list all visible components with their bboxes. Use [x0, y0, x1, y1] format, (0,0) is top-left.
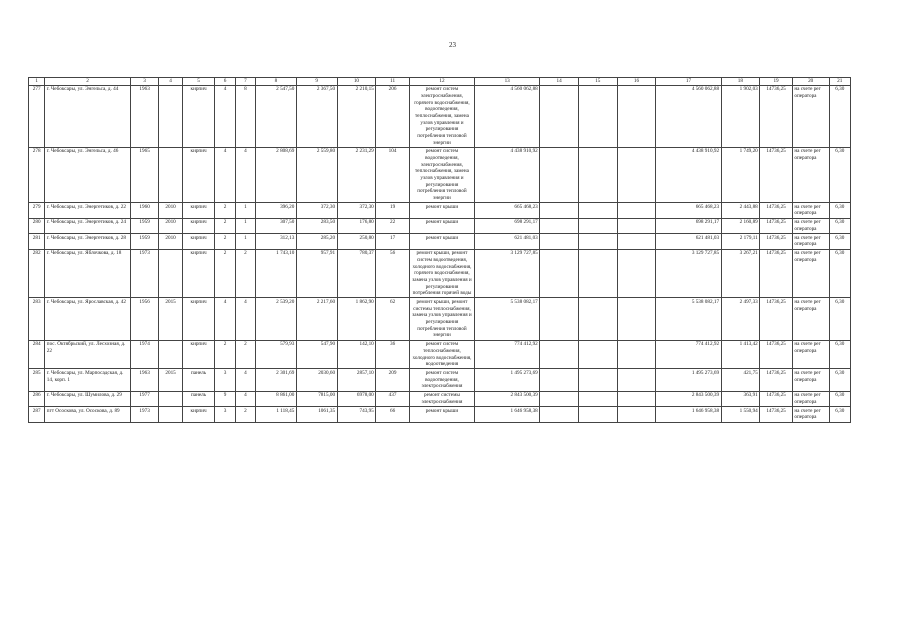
- living-area-cell: 1061,35: [296, 407, 337, 423]
- total-area-cell: 312,13: [256, 234, 297, 250]
- residents-cell: 206: [376, 85, 410, 147]
- owner-funds-cell: 1 646 958,38: [656, 407, 721, 423]
- cost-per-sqm-cell: 2 497,33: [721, 298, 760, 340]
- budget-local-cell: [617, 85, 656, 147]
- living-area-cell: 372,30: [296, 203, 337, 219]
- budget-local-cell: [617, 218, 656, 234]
- address-cell: г. Чебоксары, ул. Шумилова, д. 29: [45, 391, 131, 407]
- table-row: [29, 249, 851, 298]
- entrances-cell: 4: [235, 369, 255, 391]
- total-area-cell: 2 539,20: [256, 298, 297, 340]
- contribution-rate-cell: 6,30: [829, 369, 851, 391]
- contribution-rate-cell: 6,30: [829, 249, 851, 298]
- total-cost-cell: 665 468,23: [475, 203, 540, 219]
- living-area-cell: 2 559,80: [296, 147, 337, 202]
- table-row: [29, 298, 851, 340]
- residents-cell: 104: [376, 147, 410, 202]
- max-cost-per-sqm-cell: 14736,25: [760, 249, 793, 298]
- column-number: 12: [409, 78, 474, 86]
- fund-subsidy-cell: [540, 203, 579, 219]
- column-number: 6: [215, 78, 235, 86]
- address-cell: пгт Ососкова, ул. Ососкова, д. 89: [45, 407, 131, 423]
- column-number: 1: [29, 78, 45, 86]
- total-cost-cell: 3 129 727,85: [475, 249, 540, 298]
- budget-republic-cell: [578, 298, 617, 340]
- budget-local-cell: [617, 340, 656, 369]
- work-types-cell: ремонт систем теплоснабжения, холодного водоснабжения, водоотведения: [409, 340, 474, 369]
- row-number-cell: 278: [29, 147, 45, 202]
- floors-cell: 3: [215, 369, 235, 391]
- work-types-cell: ремонт систем водоотведения, электроснабжения, теплоснабжения, замена узлов управления и регулирования потребления тепловой энергии: [409, 147, 474, 202]
- year-renovated-cell: 2010: [159, 218, 182, 234]
- table-row: [29, 85, 851, 147]
- total-area-cell: 396,20: [256, 203, 297, 219]
- column-number: 21: [829, 78, 851, 86]
- private-area-cell: 2 231,29: [337, 147, 376, 202]
- year-built-cell: 1963: [130, 85, 159, 147]
- year-built-cell: 1977: [130, 391, 159, 407]
- residents-cell: 66: [376, 407, 410, 423]
- max-cost-per-sqm-cell: 14736,25: [760, 234, 793, 250]
- floors-cell: 9: [215, 391, 235, 407]
- year-built-cell: 1960: [130, 203, 159, 219]
- max-cost-per-sqm-cell: 14736,25: [760, 298, 793, 340]
- row-number-cell: 285: [29, 369, 45, 391]
- owner-funds-cell: 2 843 500,39: [656, 391, 721, 407]
- budget-republic-cell: [578, 203, 617, 219]
- column-number: 8: [256, 78, 297, 86]
- budget-republic-cell: [578, 407, 617, 423]
- fund-subsidy-cell: [540, 249, 579, 298]
- floors-cell: 3: [215, 407, 235, 423]
- owner-funds-cell: 665 468,23: [656, 203, 721, 219]
- address-cell: г. Чебоксары, ул. Ярославская, д. 42: [45, 298, 131, 340]
- fund-account-cell: на счете рег оператора: [792, 249, 829, 298]
- address-cell: г. Чебоксары, ул. Марпосадская, д. 14, корп. 1: [45, 369, 131, 391]
- fund-subsidy-cell: [540, 85, 579, 147]
- cost-per-sqm-cell: 2 160,89: [721, 218, 760, 234]
- table-row: [29, 218, 851, 234]
- row-number-cell: 279: [29, 203, 45, 219]
- work-types-cell: ремонт крыши: [409, 234, 474, 250]
- column-number: 2: [45, 78, 131, 86]
- private-area-cell: 250,80: [337, 234, 376, 250]
- budget-local-cell: [617, 203, 656, 219]
- total-cost-cell: 2 843 500,39: [475, 391, 540, 407]
- entrances-cell: 2: [235, 249, 255, 298]
- cost-per-sqm-cell: 2 179,11: [721, 234, 760, 250]
- budget-republic-cell: [578, 391, 617, 407]
- living-area-cell: 285,20: [296, 234, 337, 250]
- floors-cell: 2: [215, 249, 235, 298]
- cost-per-sqm-cell: 1 413,42: [721, 340, 760, 369]
- max-cost-per-sqm-cell: 14736,25: [760, 85, 793, 147]
- table-row: [29, 234, 851, 250]
- owner-funds-cell: 1 495 273,69: [656, 369, 721, 391]
- wall-material-cell: кирпич: [182, 85, 215, 147]
- row-number-cell: 286: [29, 391, 45, 407]
- year-renovated-cell: [159, 147, 182, 202]
- column-number: 3: [130, 78, 159, 86]
- private-area-cell: 176,80: [337, 218, 376, 234]
- owner-funds-cell: 698 291,17: [656, 218, 721, 234]
- owner-funds-cell: 4 560 062,88: [656, 85, 721, 147]
- year-built-cell: 1965: [130, 147, 159, 202]
- contribution-rate-cell: 6,30: [829, 391, 851, 407]
- row-number-cell: 283: [29, 298, 45, 340]
- budget-local-cell: [617, 391, 656, 407]
- cost-per-sqm-cell: 2 443,88: [721, 203, 760, 219]
- year-built-cell: 1959: [130, 234, 159, 250]
- work-types-cell: ремонт систем электроснабжения, горячего водоснабжения, водоотведения, теплоснабжения, замена узлов управления и регулирования потребления тепловой энергии: [409, 85, 474, 147]
- total-cost-cell: 774 412,92: [475, 340, 540, 369]
- total-area-cell: 307,50: [256, 218, 297, 234]
- budget-republic-cell: [578, 249, 617, 298]
- wall-material-cell: панель: [182, 391, 215, 407]
- budget-republic-cell: [578, 218, 617, 234]
- fund-account-cell: на счете рег оператора: [792, 340, 829, 369]
- budget-republic-cell: [578, 147, 617, 202]
- living-area-cell: 7815,00: [296, 391, 337, 407]
- contribution-rate-cell: 6,30: [829, 85, 851, 147]
- residents-cell: 36: [376, 340, 410, 369]
- fund-account-cell: на счете рег оператора: [792, 234, 829, 250]
- fund-account-cell: на счете рег оператора: [792, 203, 829, 219]
- work-types-cell: ремонт системы электроснабжения: [409, 391, 474, 407]
- total-cost-cell: 4 438 910,92: [475, 147, 540, 202]
- address-cell: г. Чебоксары, ул. Энергетиков, д. 28: [45, 234, 131, 250]
- floors-cell: 2: [215, 218, 235, 234]
- total-area-cell: 1 118,45: [256, 407, 297, 423]
- owner-funds-cell: 621 481,03: [656, 234, 721, 250]
- residents-cell: 22: [376, 218, 410, 234]
- residents-cell: 437: [376, 391, 410, 407]
- contribution-rate-cell: 6,30: [829, 298, 851, 340]
- owner-funds-cell: 4 438 910,92: [656, 147, 721, 202]
- year-renovated-cell: 2015: [159, 369, 182, 391]
- total-cost-cell: 1 646 958,38: [475, 407, 540, 423]
- row-number-cell: 287: [29, 407, 45, 423]
- year-renovated-cell: 2010: [159, 203, 182, 219]
- entrances-cell: 4: [235, 298, 255, 340]
- work-types-cell: ремонт крыши: [409, 407, 474, 423]
- wall-material-cell: кирпич: [182, 407, 215, 423]
- column-number: 15: [578, 78, 617, 86]
- contribution-rate-cell: 6,30: [829, 234, 851, 250]
- living-area-cell: 2 217,60: [296, 298, 337, 340]
- residents-cell: 62: [376, 298, 410, 340]
- page-number: 23: [449, 41, 456, 49]
- residents-cell: 19: [376, 203, 410, 219]
- fund-account-cell: на счете рег оператора: [792, 391, 829, 407]
- floors-cell: 4: [215, 298, 235, 340]
- wall-material-cell: кирпич: [182, 234, 215, 250]
- fund-subsidy-cell: [540, 147, 579, 202]
- column-number: 17: [656, 78, 721, 86]
- wall-material-cell: панель: [182, 369, 215, 391]
- row-number-cell: 277: [29, 85, 45, 147]
- total-area-cell: 2 547,50: [256, 85, 297, 147]
- fund-account-cell: на счете рег оператора: [792, 85, 829, 147]
- floors-cell: 2: [215, 203, 235, 219]
- max-cost-per-sqm-cell: 14736,25: [760, 391, 793, 407]
- budget-local-cell: [617, 147, 656, 202]
- cost-per-sqm-cell: 3 267,21: [721, 249, 760, 298]
- contribution-rate-cell: 6,30: [829, 218, 851, 234]
- total-cost-cell: 698 291,17: [475, 218, 540, 234]
- row-number-cell: 280: [29, 218, 45, 234]
- wall-material-cell: кирпич: [182, 218, 215, 234]
- wall-material-cell: кирпич: [182, 298, 215, 340]
- column-number: 5: [182, 78, 215, 86]
- year-built-cell: 1974: [130, 340, 159, 369]
- column-number: 11: [376, 78, 410, 86]
- wall-material-cell: кирпич: [182, 249, 215, 298]
- row-number-cell: 284: [29, 340, 45, 369]
- wall-material-cell: кирпич: [182, 203, 215, 219]
- year-renovated-cell: [159, 249, 182, 298]
- max-cost-per-sqm-cell: 14736,25: [760, 203, 793, 219]
- cost-per-sqm-cell: 1 902,03: [721, 85, 760, 147]
- budget-local-cell: [617, 407, 656, 423]
- floors-cell: 2: [215, 340, 235, 369]
- year-built-cell: 1956: [130, 298, 159, 340]
- private-area-cell: 1 862,90: [337, 298, 376, 340]
- residents-cell: 56: [376, 249, 410, 298]
- total-area-cell: 2 808,69: [256, 147, 297, 202]
- total-cost-cell: 4 560 062,88: [475, 85, 540, 147]
- max-cost-per-sqm-cell: 14736,25: [760, 218, 793, 234]
- column-number: 13: [475, 78, 540, 86]
- address-cell: г. Чебоксары, ул. Энгельса, д. 44: [45, 85, 131, 147]
- fund-subsidy-cell: [540, 340, 579, 369]
- work-types-cell: ремонт крыши: [409, 218, 474, 234]
- floors-cell: 4: [215, 147, 235, 202]
- table-row: [29, 369, 851, 391]
- cost-per-sqm-cell: 421,75: [721, 369, 760, 391]
- year-built-cell: 1963: [130, 369, 159, 391]
- budget-local-cell: [617, 369, 656, 391]
- living-area-cell: 547,90: [296, 340, 337, 369]
- year-built-cell: 1959: [130, 218, 159, 234]
- contribution-rate-cell: 6,30: [829, 340, 851, 369]
- year-renovated-cell: [159, 85, 182, 147]
- fund-account-cell: на счете рег оператора: [792, 407, 829, 423]
- column-number: 9: [296, 78, 337, 86]
- entrances-cell: 8: [235, 85, 255, 147]
- table-body: [29, 85, 851, 422]
- table-row: [29, 407, 851, 423]
- column-number: 16: [617, 78, 656, 86]
- floors-cell: 4: [215, 85, 235, 147]
- budget-republic-cell: [578, 369, 617, 391]
- fund-subsidy-cell: [540, 298, 579, 340]
- max-cost-per-sqm-cell: 14736,25: [760, 147, 793, 202]
- budget-republic-cell: [578, 85, 617, 147]
- floors-cell: 2: [215, 234, 235, 250]
- living-area-cell: 2030,60: [296, 369, 337, 391]
- work-types-cell: ремонт крыши: [409, 203, 474, 219]
- work-types-cell: ремонт крыши, ремонт систем водоотведения, холодного водоснабжения, горячего водоснабжения, замена узлов управления и регулирования потребления горячей воды: [409, 249, 474, 298]
- column-number: 20: [792, 78, 829, 86]
- max-cost-per-sqm-cell: 14736,25: [760, 407, 793, 423]
- address-cell: г. Чебоксары, ул. Энергетиков, д. 22: [45, 203, 131, 219]
- table-row: [29, 203, 851, 219]
- fund-account-cell: на счете рег оператора: [792, 147, 829, 202]
- wall-material-cell: кирпич: [182, 340, 215, 369]
- table-row: [29, 340, 851, 369]
- column-number: 19: [760, 78, 793, 86]
- max-cost-per-sqm-cell: 14736,25: [760, 340, 793, 369]
- living-area-cell: 2 367,50: [296, 85, 337, 147]
- private-area-cell: 2 210,15: [337, 85, 376, 147]
- contribution-rate-cell: 6,30: [829, 203, 851, 219]
- owner-funds-cell: 774 412,92: [656, 340, 721, 369]
- contribution-rate-cell: 6,30: [829, 147, 851, 202]
- column-number: 7: [235, 78, 255, 86]
- fund-account-cell: на счете рег оператора: [792, 369, 829, 391]
- cost-per-sqm-cell: 1 749,20: [721, 147, 760, 202]
- cost-per-sqm-cell: 1 550,94: [721, 407, 760, 423]
- work-types-cell: ремонт крыши, ремонт системы теплоснабжения, замена узлов управления и регулирования потребления тепловой энергии: [409, 298, 474, 340]
- fund-account-cell: на счете рег оператора: [792, 298, 829, 340]
- year-renovated-cell: 2010: [159, 234, 182, 250]
- private-area-cell: 6978,00: [337, 391, 376, 407]
- private-area-cell: 2857,10: [337, 369, 376, 391]
- entrances-cell: 1: [235, 203, 255, 219]
- column-number: 14: [540, 78, 579, 86]
- budget-local-cell: [617, 249, 656, 298]
- address-cell: г. Чебоксары, ул. Энгельса, д. 46: [45, 147, 131, 202]
- entrances-cell: 4: [235, 391, 255, 407]
- private-area-cell: 142,10: [337, 340, 376, 369]
- entrances-cell: 1: [235, 218, 255, 234]
- cost-per-sqm-cell: 363,91: [721, 391, 760, 407]
- budget-local-cell: [617, 298, 656, 340]
- work-types-cell: ремонт систем водоотведения, электроснабжения: [409, 369, 474, 391]
- budget-republic-cell: [578, 234, 617, 250]
- column-number-row: [29, 78, 851, 86]
- owner-funds-cell: 5 538 082,17: [656, 298, 721, 340]
- fund-subsidy-cell: [540, 407, 579, 423]
- table-row: [29, 147, 851, 202]
- contribution-rate-cell: 6,30: [829, 407, 851, 423]
- residents-cell: 209: [376, 369, 410, 391]
- address-cell: г. Чебоксары, ул. Энергетиков, д. 24: [45, 218, 131, 234]
- total-area-cell: 579,93: [256, 340, 297, 369]
- total-area-cell: 1 743,10: [256, 249, 297, 298]
- entrances-cell: 2: [235, 340, 255, 369]
- total-cost-cell: 5 538 082,17: [475, 298, 540, 340]
- row-number-cell: 281: [29, 234, 45, 250]
- private-area-cell: 780,37: [337, 249, 376, 298]
- entrances-cell: 4: [235, 147, 255, 202]
- year-built-cell: 1973: [130, 407, 159, 423]
- owner-funds-cell: 3 129 727,85: [656, 249, 721, 298]
- fund-subsidy-cell: [540, 391, 579, 407]
- wall-material-cell: кирпич: [182, 147, 215, 202]
- row-number-cell: 282: [29, 249, 45, 298]
- max-cost-per-sqm-cell: 14736,25: [760, 369, 793, 391]
- fund-account-cell: на счете рег оператора: [792, 218, 829, 234]
- private-area-cell: 743,95: [337, 407, 376, 423]
- column-number: 4: [159, 78, 182, 86]
- budget-republic-cell: [578, 340, 617, 369]
- living-area-cell: 283,50: [296, 218, 337, 234]
- year-renovated-cell: [159, 407, 182, 423]
- year-renovated-cell: 2015: [159, 298, 182, 340]
- table-row: [29, 391, 851, 407]
- total-cost-cell: 621 481,03: [475, 234, 540, 250]
- living-area-cell: 957,91: [296, 249, 337, 298]
- year-built-cell: 1973: [130, 249, 159, 298]
- total-area-cell: 8 861,00: [256, 391, 297, 407]
- budget-local-cell: [617, 234, 656, 250]
- total-cost-cell: 1 495 273,69: [475, 369, 540, 391]
- address-cell: г. Чебоксары, ул. Яблочкова, д. 18: [45, 249, 131, 298]
- register-table: [28, 77, 851, 423]
- fund-subsidy-cell: [540, 234, 579, 250]
- column-number: 18: [721, 78, 760, 86]
- entrances-cell: 1: [235, 234, 255, 250]
- address-cell: пос. Октябрьский, ул. Лесхозная, д. 22: [45, 340, 131, 369]
- private-area-cell: 372,30: [337, 203, 376, 219]
- total-area-cell: 2 301,69: [256, 369, 297, 391]
- residents-cell: 17: [376, 234, 410, 250]
- entrances-cell: 2: [235, 407, 255, 423]
- year-renovated-cell: [159, 391, 182, 407]
- fund-subsidy-cell: [540, 369, 579, 391]
- year-renovated-cell: [159, 340, 182, 369]
- column-number: 10: [337, 78, 376, 86]
- fund-subsidy-cell: [540, 218, 579, 234]
